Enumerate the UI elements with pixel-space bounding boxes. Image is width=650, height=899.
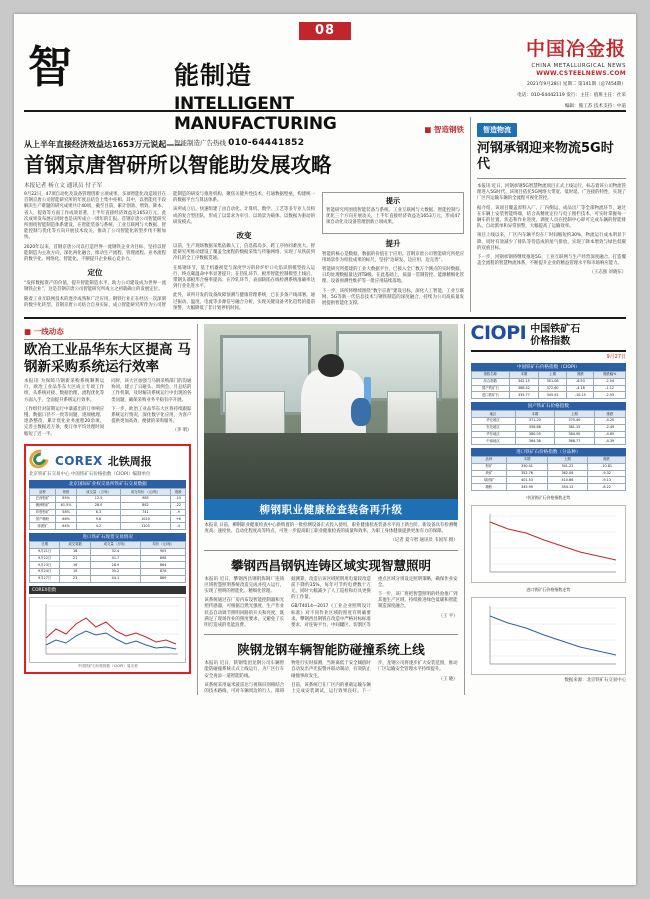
- cell: 1020: [120, 516, 170, 523]
- right-article-paragraph: 本报讯 近日，河钢承钢5G智慧物流项目正式上线运行，标志着该公司物流管理进入5G时代。该项目依托5G网络大带宽、低时延、广连接的特性，实现了厂区内运输车辆的全流程可视化管控。: [477, 184, 626, 202]
- cell: 384.90: [555, 431, 595, 438]
- paper-name-en: CHINA METALLURGICAL NEWS: [531, 63, 626, 69]
- right-article-paragraph: 项目上线以来，厂区内车辆平均在厂时间缩短约30%，物流运行成本明显下降，同时有效减少了排队等待造成的尾气排放，实现了降本增效与绿色低碳的双重目标。: [477, 233, 626, 251]
- section-label-frontline: ■ 一线动态: [24, 326, 191, 337]
- cell: 345.92: [538, 392, 567, 399]
- ciopi-chart-2: [471, 597, 626, 675]
- table-row: [471, 385, 625, 392]
- cell: 368.42: [510, 385, 539, 392]
- col-header: 涨跌: [594, 411, 625, 418]
- masthead-logo: [28, 42, 74, 93]
- editor-line: 编辑：熊工苏 技术支持：中道: [564, 104, 626, 109]
- ciopi-table1-title: 中国铁矿石价格指数（CIOPI）: [471, 363, 626, 371]
- cell: 6.3: [77, 509, 120, 516]
- cell: 23: [60, 575, 91, 582]
- cell: -8.22: [588, 484, 626, 491]
- table-row: [30, 555, 186, 562]
- oucai-paragraph: 下一步，欧冶工业品华东大区将持续跟踪系统运行情况，深化数字化应用，为客户提供更加高效、便捷的采购服务。: [111, 406, 192, 425]
- cell: 9月27日: [30, 575, 60, 582]
- cell: 9月24日: [30, 569, 60, 576]
- ciopi-table-3: [471, 456, 626, 491]
- masthead-title-block: [174, 56, 444, 148]
- right-column: [470, 117, 626, 312]
- cell: 国产精粉: [30, 516, 56, 523]
- ciopi-table-1: [471, 371, 626, 399]
- col-header: 指数名称: [471, 372, 510, 379]
- cell: 401.53: [507, 477, 547, 484]
- cell: 372.60: [538, 385, 567, 392]
- cell: +6: [171, 516, 186, 523]
- cell: -8.93: [567, 378, 594, 385]
- corex-subtitle: 北京铁矿石交易中心 中国铁矿石价格指数（CIOPI）编制单位: [29, 472, 151, 478]
- cell: -10.81: [588, 463, 626, 470]
- cell: 330.41: [507, 463, 547, 470]
- mid-article3-body: [204, 661, 457, 695]
- mid-article2-body: [204, 577, 457, 630]
- lead-paragraph: 智能研究所搭建的工业大数据平台，已接入全厂数万个测点的实时数据，日均处理数据量达到TB级。在此基础上，质量一贯制管控、能源精细化管理、设备预测性维护等一批应用陆续落地。: [322, 267, 464, 285]
- cell: 东北地区: [471, 424, 515, 431]
- cell: 综合指数: [471, 378, 510, 385]
- cell: -2.93: [594, 392, 626, 399]
- table-row: [30, 502, 186, 509]
- cell: 粉矿: [471, 463, 507, 470]
- cell: 进口铁矿石: [471, 392, 510, 399]
- tip-title: 提示: [386, 197, 400, 205]
- cell: 364.38: [515, 438, 555, 445]
- table-row: [30, 562, 186, 569]
- cell: 19: [60, 569, 91, 576]
- ciopi-date: 9月27日: [606, 354, 626, 361]
- table-row: [30, 575, 186, 582]
- cell: 862: [120, 502, 170, 509]
- table-row: [30, 548, 186, 555]
- col-header: 成交笔数: [60, 541, 91, 548]
- cell: 球团矿: [30, 523, 56, 530]
- cell: 中南地区: [471, 438, 515, 445]
- table-row: [30, 496, 186, 503]
- cell: 375.40: [555, 417, 595, 424]
- col-header: 涨跌: [567, 372, 594, 379]
- lead-paragraph: “发挥数据资产的价值，提升智能制造水平，助力公司建设成为世界一流钢铁企业”，这是首钢京唐公司智能研究所成立之初就确立的发展定位。: [24, 281, 166, 293]
- cell: 65%: [55, 496, 76, 503]
- col-header: 品种: [471, 457, 507, 464]
- table-header-row: [471, 457, 625, 464]
- corex-chart-label: COREX指数: [29, 586, 186, 594]
- lead-subhead-3: 提升: [385, 238, 401, 248]
- cell: 国产铁矿石: [471, 385, 510, 392]
- table-row: [30, 523, 186, 530]
- corex-chart-svg: [30, 598, 182, 662]
- mid-article3-paragraph: 本报讯 近日，陕钢集团龙钢公司车辆智能防碰撞系统正式上线运行，为厂区行车安全再添一道智能防线。: [204, 661, 285, 679]
- mid-article2-paragraph: 据测算，改造后该区域照明用电量较改造前下降约35%，每年可节约电费数十万元，同时大幅减少了人工巡检和灯具更换的工作量。: [291, 576, 371, 601]
- lead-kicker: 从上半年直接经济效益达1653万元说起——: [24, 140, 183, 149]
- ciopi-chart1-title: 中国铁矿石价格指数走势: [526, 494, 571, 500]
- section-label-steel: ■ 智造钢铁: [424, 124, 464, 135]
- lead-paragraph: 在炼钢环节，基于机器视觉与深度学习的转炉炉口火焰识别模型投入运行，终点碳温命中率显著提升；在热轧环节，板形智能控制模型上线后，带钢头部板形合格率提高；在冷轧环节，表面缺陷在线检测系统准确率达到行业先进水平。: [173, 265, 315, 290]
- cell: 898: [140, 555, 186, 562]
- ciopi-header: [471, 324, 626, 352]
- ciopi-column: [471, 324, 626, 695]
- hotline-label: 智能制造广告热线: [174, 139, 226, 147]
- lead-paragraph: 下一步，该所将继续围绕“数字京唐”建设目标，深化人工智能、工业互联网、5G等新一代信息技术与钢铁制造的深度融合，持续为公司高质量发展提供智能化支撑。: [322, 288, 464, 307]
- cell: 341.22: [547, 463, 587, 470]
- col-header: 涨跌: [171, 489, 186, 496]
- cell: 35.2: [91, 569, 141, 576]
- cell: 9.8: [77, 516, 120, 523]
- table-row: [471, 378, 625, 385]
- ciopi-table2-title: 国产铁矿石价格指数: [471, 402, 626, 410]
- lower-middle-column: [197, 324, 464, 695]
- tip-text: 智能研究所围绕智能装备与系统、工业互联网与大数据、智能控制与优化三个方向开展攻关，上半年直接经济效益达1653万元，形成47项自动化及设备管理创新立项成果。: [326, 208, 460, 226]
- lower-left-column: [24, 324, 191, 695]
- right-article-credit: （王志强 刘晓东）: [589, 270, 626, 276]
- cell: 28.0: [77, 502, 120, 509]
- paper-name-cn: 中国冶金报: [525, 38, 626, 60]
- cell: 块矿: [471, 470, 507, 477]
- cell: 4.2: [77, 523, 120, 530]
- right-article-paragraph: 据介绍，该项目覆盖原料入厂、厂内倒运、成品出厂等全部物流环节，通过在车辆上安装智能终端，结合高精度定位与电子围栏技术，可实时掌握每一辆车的位置、状态和作业进度。调度人员在控制中心即可完成车辆的智能排队、自动派单和异常预警，大幅提高了运输效率。: [477, 205, 626, 230]
- lead-paragraph: 2020年以来，首钢京唐公司以打造世界一流钢铁企业为目标，坚持以智能制造为主攻方向，深化两化融合，推动生产流程、管理流程、业务流程的数字化、网络化、智能化，不断提升企业核心竞争力。: [24, 244, 166, 263]
- paper-website[interactable]: WWW.CSTEELNEWS.COM: [536, 70, 626, 77]
- ciopi-chart2-title: 进口铁矿石价格指数走势: [526, 586, 571, 592]
- cell: -4: [171, 523, 186, 530]
- cell: 351.08: [538, 378, 567, 385]
- lead-paragraph: 随着工业互联网技术的逐步成熟和广泛应用，钢铁行业正在经历一次深刻的数字化转型。首钢京唐公司结合自身实际，成立智能研究所作为公司智能制造的研发与推进机构，聚焦关键共性技术，打通数据壁垒，构建统一的数据平台与算法体系。: [24, 192, 315, 308]
- cell: 41.7: [91, 555, 141, 562]
- photo-caption-bar: 柳钢职业健康检查装备再升级: [204, 499, 457, 520]
- cell: 741: [120, 509, 170, 516]
- col-header: 品种: [30, 489, 56, 496]
- ciopi-note: 数据来源：北京铁矿石交易中心: [564, 677, 626, 683]
- paper-sheet: [14, 14, 636, 885]
- cell: -1.12: [594, 385, 626, 392]
- masthead-paper-info: [446, 34, 626, 110]
- cell: 61.5%: [55, 502, 76, 509]
- corex-logo-icon: [29, 449, 51, 469]
- table-row: [471, 484, 625, 491]
- cell: 352.76: [507, 470, 547, 477]
- cell: -2.54: [594, 378, 626, 385]
- lead-paragraph: 9月22日，47项自动化及设备管理创新立项成果、多项智能化改造项目在首钢京唐公司智能研究所的年度总结会上集中亮相。其中，以智能化手段解决生产难题的研究成果共计40项，截至目前，累计创效、增效、降本、省人、提效等方面工作成效显著，上半年直接经济效益达1653万元。此次成果发布展示同时也是该所成立一周年的汇报。首钢京唐公司智能研究所围绕智能制造体系建设，在智能装备与系统、工业互联网与大数据、智能控制与优化等方向开展技术攻关，推动了公司智能化转型步伐不断加快。: [24, 192, 166, 241]
- cell: -4.39: [594, 438, 625, 445]
- oucai-paragraph: 本报讯 为保障马钢新采购系统顺利运行，欧冶工业品华东大区成立专项工作组，从系统对接、数据治理、流程优化等方面入手，全面提升系统运行效率。: [24, 379, 105, 403]
- col-header: 规格: [55, 489, 76, 496]
- col-header: 成交量（万吨）: [91, 541, 141, 548]
- cell: -2.49: [594, 424, 625, 431]
- masthead-title-en: INTELLIGENT MANUFACTURING: [174, 94, 337, 134]
- lead-paragraph: 此外，该所开发的设备故障预测与健康管理系统，已在多条产线部署，通过振动、温度、电流等多源信号融合分析，实现关键设备劣化趋势的提前预警，大幅降低了非计划停机时间。: [173, 293, 315, 311]
- col-header: 涨跌: [588, 457, 626, 464]
- masthead-logo-char: 智: [28, 42, 74, 93]
- table-row: [30, 509, 186, 516]
- corex-table-1: [29, 488, 186, 530]
- cell: -4.85: [594, 431, 625, 438]
- col-header: 上期: [547, 457, 587, 464]
- corex-table1-title: 北京国际矿业权交易所铁矿石交易数据: [29, 480, 186, 488]
- table-row: [471, 424, 625, 431]
- ciopi-logo: CIOPI: [470, 322, 527, 345]
- cell: 380.05: [515, 431, 555, 438]
- oucai-paragraph: 工作组针对前期运行中暴露出的订单响应慢、数据口径不一致等问题，逐项梳理、逐条整改，累计优化业务流程20余项，完善主数据近万条，使订单平均处理时间缩短了近一半。: [24, 406, 105, 437]
- cell: 巴西粉矿: [30, 496, 56, 503]
- col-header: 涨跌幅%: [594, 372, 626, 379]
- cell: 澳洲粉矿: [30, 502, 56, 509]
- masthead-hotline: [174, 138, 444, 148]
- corex-trend-chart: [29, 597, 186, 663]
- lead-paragraph: 智能的核心是数据，数据的价值在于应用。首钢京唐公司智能研究所把应用场景作为检验成果的标尺，坚持“边研发、边应用、边完善”。: [322, 251, 464, 263]
- cell: 362.08: [547, 470, 587, 477]
- right-article-paragraph: 下一步，河钢承钢将继续推进5G、工业互联网与生产经营深度融合，打造覆盖全流程的智慧物流体系，不断提升企业的精益管理水平和市场响应能力。: [477, 255, 626, 267]
- col-header: 本期: [507, 457, 547, 464]
- cell: 869: [140, 575, 186, 582]
- cell: 9月21日: [30, 548, 60, 555]
- mid-article2-paragraph: 下一步，该厂将把智慧照明的经验推广到其他生产区域，持续推进绿色低碳和智能制造深度融合。: [377, 592, 458, 610]
- table-header-row: [471, 372, 625, 379]
- corex-weekly-box[interactable]: [24, 444, 191, 673]
- cell: 9月22日: [30, 555, 60, 562]
- cell: 58%: [55, 509, 76, 516]
- cell: 1105: [120, 523, 170, 530]
- cell: 342.15: [510, 378, 539, 385]
- issue-meta: 2021年9月28日 星期二 第141期（总7454期）: [527, 82, 626, 87]
- ciopi-chart2-svg: [472, 598, 620, 674]
- ciopi-chart1-svg: [472, 506, 620, 582]
- oucai-headline: 欧冶工业品华东大区提高 马钢新采购系统运行效率: [24, 342, 191, 376]
- photo-credit: （记者 夏守智 通讯员 韦国军 摄）: [390, 538, 458, 544]
- oucai-body: [24, 379, 191, 439]
- cell: 884: [140, 562, 186, 569]
- cell: -15: [171, 496, 186, 503]
- corex-table-2: [29, 541, 186, 583]
- ciopi-title-line2: 价格指数: [530, 336, 571, 348]
- lead-headline: 首钢京唐智研所以智能助发展攻略: [24, 153, 332, 177]
- cell: 16: [60, 562, 91, 569]
- mid-article3-paragraph: 目前，该系统已在厂区内的重载运输车辆上完成安装调试，运行效果良好。下一步，龙钢公司将逐步扩大安装范围，推动厂区运输安全管理水平持续提升。: [291, 661, 458, 695]
- cell: -9: [171, 509, 186, 516]
- col-header: 成交量 （万吨）: [77, 489, 120, 496]
- cell: 21: [60, 555, 91, 562]
- cell: -9.32: [588, 470, 626, 477]
- masthead-title-cn: 能制造: [174, 61, 253, 90]
- page-number-badge: 08: [299, 22, 351, 40]
- cell: 12.5: [77, 496, 120, 503]
- cell: 335.77: [510, 392, 539, 399]
- tip-box: [322, 192, 464, 234]
- cell: 371.20: [515, 417, 555, 424]
- col-header: 本期: [510, 372, 539, 379]
- col-header: 地区: [471, 411, 515, 418]
- photo-caption-text: 本报讯 日前，柳钢职业健康检查中心新购置的一批检测设备正式投入使用，职业健康检查装备水平再上新台阶。新设备具有检测精度高、速度快、自动化程度高等特点，可进一步提高职工职业健康检查的质量和效率，为职工身体健康提供更加有力的保障。: [204, 523, 458, 535]
- lead-byline: 本报记者 杨立文 通讯员 付子军: [24, 183, 103, 189]
- section-label-logistics: 智造物流: [477, 123, 517, 137]
- col-header: 上期: [555, 411, 595, 418]
- cell: 精粉: [471, 484, 507, 491]
- mid-article3-paragraph: 该系统采用毫米波雷达与视频识别相结合的技术路线，可对车辆周边的行人、障碍物进行实时探测，当距离低于安全阈值时自动发出声光报警并联动制动，有效防止碰撞事故发生。: [204, 661, 371, 695]
- col-header: 上期: [538, 372, 567, 379]
- cell: 64%: [55, 523, 76, 530]
- table-header-row: [30, 541, 186, 548]
- col-header: 均价（元/吨）: [140, 541, 186, 548]
- ciopi-table-2: [471, 410, 626, 445]
- ad-line: 电话：010-64442119 发行：主任：值班主任：社采: [517, 93, 626, 98]
- table-row: [471, 431, 625, 438]
- mid-article2-paragraph: 本报讯 近日，攀钢西昌钢钒炼钢厂连铸区域智慧照明系统改造完成并投入运行，实现了照明的智能化、精细化管理。: [204, 576, 285, 595]
- table-row: [471, 392, 625, 399]
- cell: 18: [60, 548, 91, 555]
- lead-body: [24, 192, 464, 312]
- cell: -22: [171, 502, 186, 509]
- cell: 9月23日: [30, 562, 60, 569]
- cell: -4.18: [567, 385, 594, 392]
- cell: -9.13: [588, 477, 626, 484]
- table-row: [471, 417, 625, 424]
- table-row: [471, 438, 625, 445]
- mid-article2-credit: （王 平）: [438, 613, 458, 619]
- cell: 球团矿: [471, 477, 507, 484]
- col-header: 日期: [30, 541, 60, 548]
- ciopi-title-line1: 中国铁矿石: [530, 324, 581, 336]
- col-header: 本期: [515, 411, 555, 418]
- oucai-paragraph: 同时，该大区加强与马钢采购部门的沟通协同，建立了日碰头、周例会、月总结的工作机制，及时解决系统运行中出现的各类问题，确保采购业务平稳有序开展。: [111, 379, 192, 403]
- cell: 华东地区: [471, 431, 515, 438]
- ciopi-chart-1: [471, 505, 626, 583]
- col-header: 成交均价 （元/吨）: [120, 489, 170, 496]
- cell: 32.4: [91, 548, 141, 555]
- cell: 368.77: [555, 438, 595, 445]
- cell: 345.90: [507, 484, 547, 491]
- lead-subhead-1: 定位: [87, 268, 103, 278]
- table-row: [471, 477, 625, 484]
- corex-brand-en: COREX: [55, 453, 103, 468]
- table-header-row: [30, 489, 186, 496]
- lead-paragraph: 以前，生产现场数据采集依赖人工，信息孤岛多，跨工序协同难度大。智能研究所推动建设了覆盖全流程的数据采集与传输网络，实现了从铁前到冷轧的全工序数据贯通。: [173, 244, 315, 262]
- table-row: [471, 470, 625, 477]
- corex-table2-title: 进口铁矿石现货交易情况: [29, 533, 186, 541]
- mid-article3-credit: （王 晓）: [438, 676, 458, 682]
- mid-article2-paragraph: GB/T4014—2017《工业企业照明设计标准》对不同作业区域的照度有明确要求。攀钢西昌钢钒在改造中严格对标标准要求，对连铸平台、中间罐区、切割区等重点区域分别设定照明策略，确保作业安全。: [291, 576, 458, 629]
- cell: 985: [120, 496, 170, 503]
- cell: 354.12: [547, 484, 587, 491]
- lead-paragraph: 该所成立后，快速组建了由自动化、计算机、数学、工艺等多专业人员构成的复合型团队，形成了以需求为牵引、以场景为载体、以数据为驱动的研发模式。: [173, 207, 315, 225]
- table-row: [471, 463, 625, 470]
- mid-article3-title: 陕钢龙钢车辆智能防碰撞系统上线: [237, 642, 425, 658]
- cell: 876: [140, 569, 186, 576]
- right-article-headline: 河钢承钢迎来物流5G时代: [477, 141, 614, 172]
- mid-article2-title: 攀钢西昌钢钒连铸区域实现智慧照明: [230, 557, 431, 573]
- cell: 358.66: [515, 424, 555, 431]
- oucai-credit: （李 明）: [172, 428, 192, 434]
- cell: 44.1: [91, 575, 141, 582]
- mid-article2-paragraph: 该系统通过在厂房内布设智能控制器和光照传感器，可根据自然光强度、生产作业状态自动调节照明回路的开关和亮度，既满足了现场作业的照度要求，又避免了长明灯造成的电能浪费。: [204, 598, 285, 629]
- cell: -4.20: [594, 417, 625, 424]
- table-row: [30, 516, 186, 523]
- corex-header: [29, 449, 186, 469]
- hotline-number: 010-64441852: [228, 138, 305, 148]
- cell: 28.9: [91, 562, 141, 569]
- feature-photo: [204, 324, 457, 499]
- corex-chart-note: 中国铁矿石价格指数（CIOPI）周走势: [77, 663, 138, 668]
- table-row: [30, 569, 186, 576]
- cell: 361.15: [555, 424, 595, 431]
- cell: 印度粉矿: [30, 509, 56, 516]
- lead-subhead-2: 改变: [236, 231, 252, 241]
- cell: -10.15: [567, 392, 594, 399]
- cell: 66%: [55, 516, 76, 523]
- cell: 410.66: [547, 477, 587, 484]
- lower-body: [24, 324, 626, 695]
- corex-brand-cn: 北铁周报: [107, 454, 152, 468]
- cell: 华北地区: [471, 417, 515, 424]
- table-header-row: [471, 411, 625, 418]
- cell: 905: [140, 548, 186, 555]
- ciopi-table3-title: 进口铁矿石价格指数（分品种）: [471, 448, 626, 456]
